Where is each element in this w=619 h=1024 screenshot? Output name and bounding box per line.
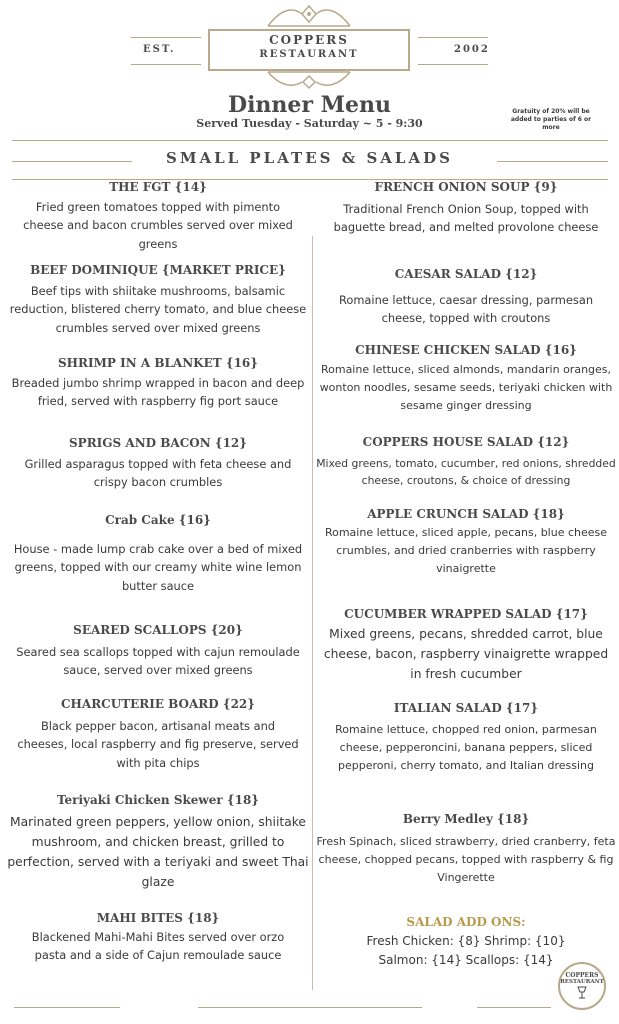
item-description: Breaded jumbo shrimp wrapped in bacon and deep fried, served with raspberry fig port sauce	[11, 376, 305, 409]
footer-rule-right	[477, 1007, 551, 1008]
menu-item-cucumber-wrapped-salad	[316, 607, 616, 685]
item-name: Berry Medley {18}	[402, 812, 530, 826]
item-name: APPLE CRUNCH SALAD {18}	[367, 507, 565, 521]
menu-item-crab-cake	[6, 513, 310, 595]
header-rule-left-top	[131, 37, 201, 38]
menu-item-mahi-bites	[6, 911, 310, 965]
item-description: House - made lump crab cake over a bed of mixed greens, topped with our creamy white wine lemon butter sauce	[13, 542, 303, 593]
section-rule-top	[12, 140, 608, 141]
addons-line-2: Salmon: {14} Scallops: {14}	[378, 953, 554, 968]
item-description: Seared sea scallops topped with cajun remoulade sauce, served over mixed greens	[16, 645, 300, 678]
est-year: 2002	[454, 44, 490, 55]
ornament-top	[258, 4, 361, 30]
menu-item-berry-medley	[316, 812, 616, 886]
item-name: CAESAR SALAD {12}	[394, 267, 538, 281]
item-name: ITALIAN SALAD {17}	[393, 701, 539, 715]
item-description: Grilled asparagus topped with feta cheese and crispy bacon crumbles	[24, 457, 292, 490]
footer-rule-center	[198, 1007, 422, 1008]
menu-item-fgt	[6, 180, 310, 253]
item-name: CUCUMBER WRAPPED SALAD {17}	[344, 607, 588, 621]
menu-item-beef-dominique	[6, 263, 310, 337]
item-description: Romaine lettuce, sliced almonds, mandarin oranges, wonton noodles, sesame seeds, teriyaki chicken with sesame ginger dressing	[319, 363, 613, 412]
item-description: Blackened Mahi-Mahi Bites served over orzo pasta and a side of Cajun remoulade sauce	[31, 930, 285, 963]
item-name: SHRIMP IN A BLANKET {16}	[58, 356, 258, 370]
footer-rule-left	[14, 1007, 120, 1008]
item-description: Mixed greens, tomato, cucumber, red onions, shredded cheese, croutons, & choice of dressing	[316, 457, 616, 488]
item-description: Black pepper bacon, artisanal meats and cheeses, local raspberry and fig preserve, served with pita chips	[17, 719, 299, 770]
item-description: Romaine lettuce, caesar dressing, parmesan cheese, topped with croutons	[338, 293, 594, 326]
logo-title: COPPERS	[269, 33, 349, 47]
item-description: Fried green tomatoes topped with pimento cheese and bacon crumbles served over mixed greens	[23, 200, 293, 251]
item-description: Marinated green peppers, yellow onion, shiitake mushroom, and chicken breast, grilled to perfection, served with a teriyaki and sweet Thai glaze	[7, 815, 309, 889]
addons-title: SALAD ADD ONS:	[406, 915, 526, 929]
item-description: Beef tips with shiitake mushrooms, balsamic reduction, blistered cherry tomato, and blue cheese crumbles served over mixed greens	[9, 284, 307, 335]
header-rule-left-bottom	[131, 64, 201, 65]
menu-item-italian-salad	[316, 701, 616, 774]
column-divider	[312, 236, 313, 990]
logo	[208, 29, 410, 71]
item-name: BEEF DOMINIQUE {MARKET PRICE}	[30, 263, 286, 277]
menu-item-teriyaki-chicken-skewer	[6, 793, 310, 893]
logo-subtitle: RESTAURANT	[259, 49, 359, 60]
menu-item-apple-crunch-salad	[316, 507, 616, 577]
salad-add-ons	[316, 915, 616, 971]
menu-subtitle: Served Tuesday - Saturday ~ 5 - 9:30	[196, 117, 423, 130]
menu-item-sprigs-and-bacon	[6, 436, 310, 492]
menu-item-shrimp-in-a-blanket	[6, 356, 310, 411]
badge-line-2: RESTAURANT	[560, 979, 604, 985]
menu-item-seared-scallops	[6, 623, 310, 680]
header-rule-right-top	[418, 37, 488, 38]
badge-line-1: COPPERS	[565, 972, 599, 979]
glass-icon	[574, 986, 590, 1000]
item-description: Romaine lettuce, chopped red onion, parmesan cheese, pepperoncini, banana peppers, sliced pepperoni, cherry tomato, and Italian dressing	[335, 723, 597, 772]
item-name: COPPERS HOUSE SALAD {12}	[362, 435, 570, 449]
menu-item-caesar-salad	[316, 267, 616, 328]
item-name: THE FGT {14}	[109, 180, 207, 194]
coppers-badge-logo	[558, 962, 606, 1010]
item-name: FRENCH ONION SOUP {9}	[374, 180, 558, 194]
est-label: EST.	[143, 44, 176, 55]
item-name: CHINESE CHICKEN SALAD {16}	[355, 343, 577, 357]
addons-line-1: Fresh Chicken: {8} Shrimp: {10}	[366, 934, 566, 948]
item-name: MAHI BITES {18}	[96, 911, 220, 925]
menu-item-french-onion-soup	[316, 180, 616, 237]
item-name: Teriyaki Chicken Skewer {18}	[56, 793, 260, 807]
item-name: Crab Cake {16}	[105, 513, 211, 527]
ornament-bottom	[258, 70, 361, 92]
menu-title: Dinner Menu	[227, 92, 391, 118]
item-name: CHARCUTERIE BOARD {22}	[61, 697, 255, 711]
item-description: Mixed greens, pecans, shredded carrot, blue cheese, bacon, raspberry vinaigrette wrapped in fresh cucumber	[323, 627, 609, 681]
item-description: Romaine lettuce, sliced apple, pecans, blue cheese crumbles, and dried cranberries with raspberry vinaigrette	[324, 526, 608, 575]
header-rule-right-bottom	[418, 64, 488, 65]
item-description: Traditional French Onion Soup, topped with baguette bread, and melted provolone cheese	[333, 202, 599, 235]
menu-item-charcuterie-board	[6, 697, 310, 772]
menu-item-coppers-house-salad	[316, 435, 616, 490]
section-title: SMALL PLATES & SALADS	[166, 149, 453, 167]
gratuity-note: Gratuity of 20% will be added to parties of 6 or more	[510, 108, 592, 132]
item-name: SPRIGS AND BACON {12}	[69, 436, 247, 450]
menu-item-chinese-chicken-salad	[316, 343, 616, 414]
item-description: Fresh Spinach, sliced strawberry, dried cranberry, feta cheese, chopped pecans, topped with raspberry & fig Vingerette	[316, 835, 616, 884]
item-name: SEARED SCALLOPS {20}	[73, 623, 243, 637]
